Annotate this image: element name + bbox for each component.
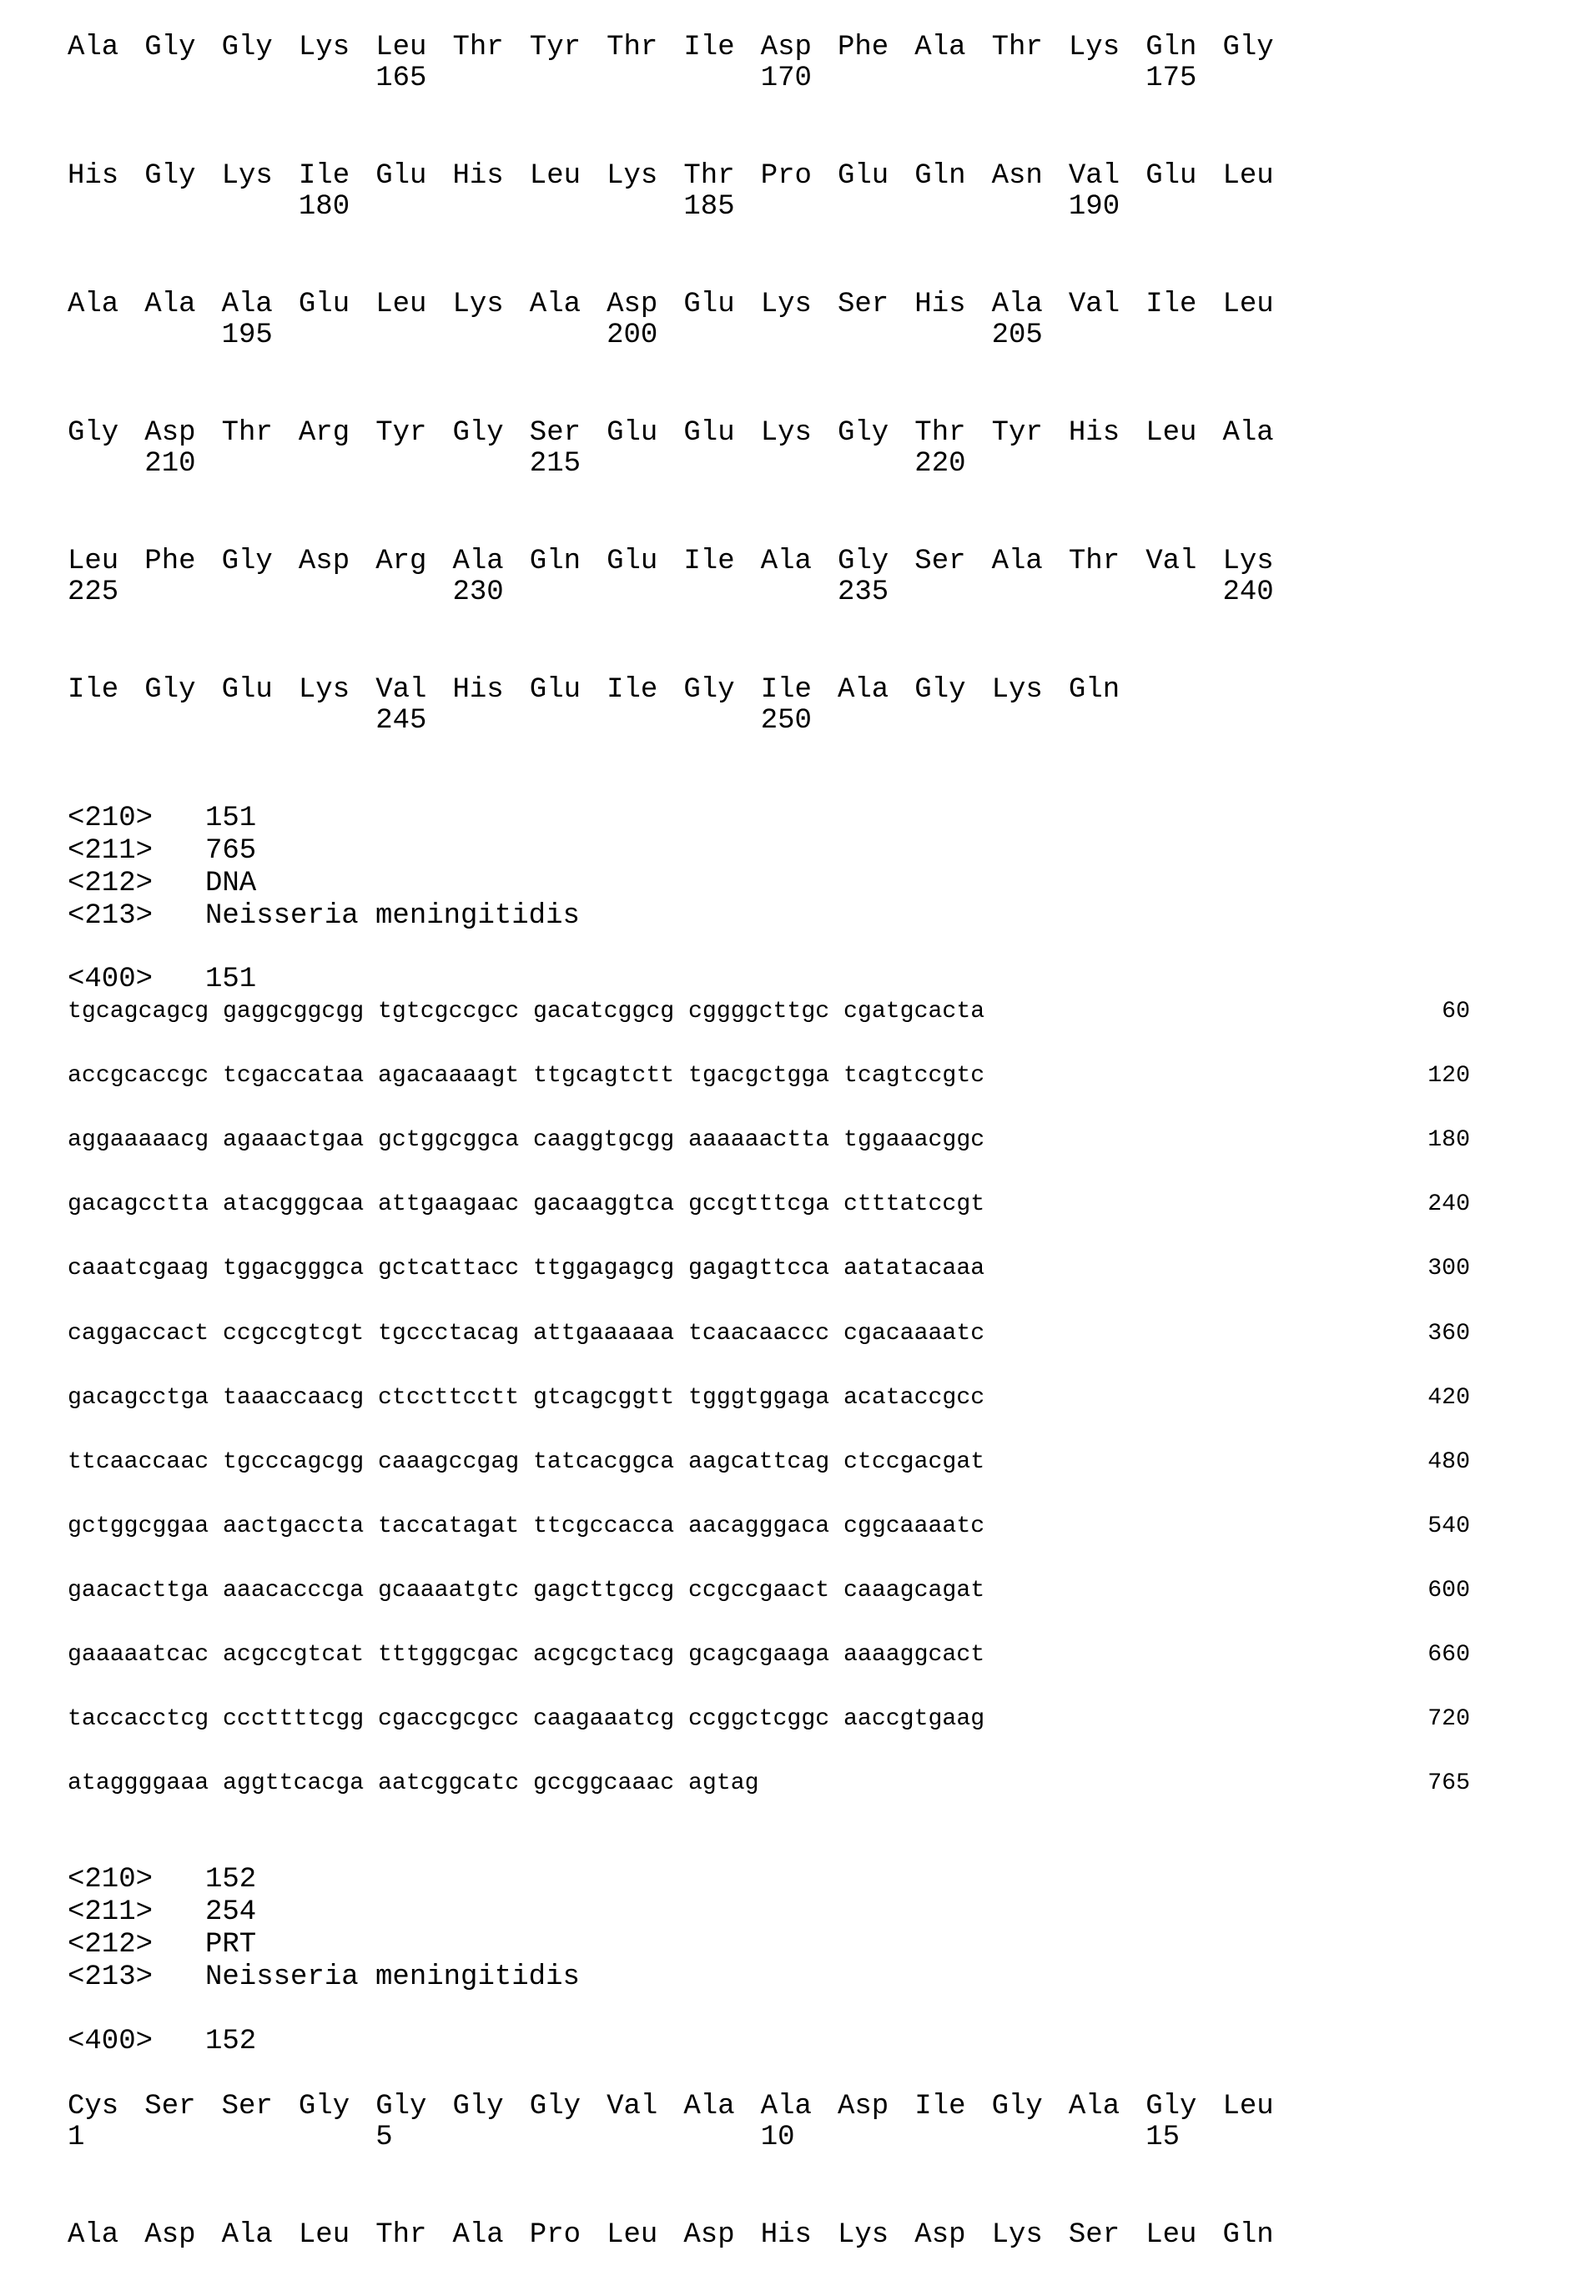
sequence-tag: <400> <box>68 2027 153 2056</box>
header-value: Neisseria meningitidis <box>205 902 580 930</box>
residue: His <box>68 162 118 190</box>
residue-number: 5 <box>375 2123 392 2152</box>
dna-group: atacgggcaa <box>223 1193 364 1216</box>
dna-group: accgcaccgc <box>68 1065 209 1088</box>
residue: Val <box>375 676 426 704</box>
residue: Leu <box>299 2221 350 2249</box>
residue: Ala <box>222 290 273 319</box>
residue: Ile <box>607 676 657 704</box>
residue: Ile <box>914 2092 965 2121</box>
residue: Ser <box>1069 2221 1120 2249</box>
residue: Thr <box>683 162 734 190</box>
header-value: 254 <box>205 1898 256 1926</box>
residue: Val <box>1069 162 1120 190</box>
header-tag: <212> <box>68 869 153 898</box>
residue: Gly <box>144 33 195 62</box>
residue-number: 225 <box>68 578 118 607</box>
dna-group: cgacaaaatc <box>843 1322 984 1346</box>
residue: Ala <box>992 547 1043 576</box>
dna-group: acgcgctacg <box>533 1644 674 1667</box>
dna-group: attgaagaac <box>378 1193 519 1216</box>
dna-group: ccggctcggc <box>688 1708 829 1731</box>
residue: Leu <box>607 2221 657 2249</box>
header-value: 151 <box>205 804 256 833</box>
header-tag: <213> <box>68 902 153 930</box>
residue-number: 205 <box>992 321 1043 350</box>
dna-group: caagaaatcg <box>533 1708 674 1731</box>
dna-group: caggaccact <box>68 1322 209 1346</box>
residue: Ala <box>992 290 1043 319</box>
residue: Leu <box>1223 290 1274 319</box>
dna-group: acataccgcc <box>843 1387 984 1410</box>
dna-group: cccttttcgg <box>223 1708 364 1731</box>
residue: Lys <box>838 2221 889 2249</box>
residue: Thr <box>453 33 504 62</box>
residue: Gln <box>914 162 965 190</box>
residue-number: 240 <box>1223 578 1274 607</box>
dna-group: aaaaggcact <box>843 1644 984 1667</box>
dna-group: cgaccgcgcc <box>378 1708 519 1731</box>
residue: Pro <box>530 2221 581 2249</box>
position-number: 720 <box>1427 1708 1470 1731</box>
dna-group: taaaccaacg <box>223 1387 364 1410</box>
residue: Asp <box>144 419 195 447</box>
residue: Glu <box>1145 162 1196 190</box>
residue-number: 195 <box>222 321 273 350</box>
position-number: 660 <box>1427 1644 1470 1667</box>
dna-group: aatatacaaa <box>843 1257 984 1281</box>
dna-group: tgtcgccgcc <box>378 1000 519 1024</box>
position-number: 360 <box>1427 1322 1470 1346</box>
residue: Glu <box>683 290 734 319</box>
residue: Ala <box>683 2092 734 2121</box>
residue: Thr <box>992 33 1043 62</box>
residue: Gly <box>838 547 889 576</box>
residue: Ile <box>299 162 350 190</box>
residue: Thr <box>607 33 657 62</box>
dna-group: gctcattacc <box>378 1257 519 1281</box>
residue: Tyr <box>992 419 1043 447</box>
residue: Glu <box>530 676 581 704</box>
dna-group: acgccgtcat <box>223 1644 364 1667</box>
residue: His <box>453 162 504 190</box>
residue: Ala <box>68 2221 118 2249</box>
dna-group: gagcttgccg <box>533 1579 674 1603</box>
position-number: 180 <box>1427 1129 1470 1152</box>
dna-group: tgccctacag <box>378 1322 519 1346</box>
dna-group: agacaaaagt <box>378 1065 519 1088</box>
residue: Ser <box>530 419 581 447</box>
position-number: 765 <box>1427 1772 1470 1795</box>
residue: Ile <box>1145 290 1196 319</box>
residue: Lys <box>1069 33 1120 62</box>
residue-number: 165 <box>375 64 426 93</box>
residue: Asp <box>914 2221 965 2249</box>
residue: Lys <box>299 676 350 704</box>
residue-number: 230 <box>453 578 504 607</box>
residue: Thr <box>1069 547 1120 576</box>
residue: Arg <box>375 547 426 576</box>
position-number: 60 <box>1442 1000 1470 1024</box>
sequence-tag: <400> <box>68 965 153 994</box>
residue-number: 250 <box>761 707 812 735</box>
residue: His <box>453 676 504 704</box>
dna-group: cggggcttgc <box>688 1000 829 1024</box>
residue: Ser <box>222 2092 273 2121</box>
dna-group: gctggcggaa <box>68 1515 209 1538</box>
dna-group: gaaaaatcac <box>68 1644 209 1667</box>
dna-group: tggaaacggc <box>843 1129 984 1152</box>
position-number: 300 <box>1427 1257 1470 1281</box>
residue: Ala <box>1069 2092 1120 2121</box>
dna-group: aagcattcag <box>688 1451 829 1474</box>
residue: Ala <box>530 290 581 319</box>
residue: Asp <box>761 33 812 62</box>
residue-number: 170 <box>761 64 812 93</box>
residue: Glu <box>683 419 734 447</box>
residue: Thr <box>222 419 273 447</box>
dna-group: caaagcagat <box>843 1579 984 1603</box>
dna-group: gacatcggcg <box>533 1000 674 1024</box>
residue: Glu <box>607 547 657 576</box>
dna-group: ctccttcctt <box>378 1387 519 1410</box>
header-tag: <211> <box>68 837 153 865</box>
residue: Lys <box>761 290 812 319</box>
residue: Tyr <box>375 419 426 447</box>
residue: Gly <box>453 419 504 447</box>
residue: His <box>1069 419 1120 447</box>
residue: Ala <box>838 676 889 704</box>
dna-group: tcagtccgtc <box>843 1065 984 1088</box>
residue: Ala <box>68 33 118 62</box>
dna-group: cggcaaaatc <box>843 1515 984 1538</box>
residue: Asp <box>683 2221 734 2249</box>
position-number: 420 <box>1427 1387 1470 1410</box>
dna-group: caaatcgaag <box>68 1257 209 1281</box>
dna-group: aaaaaactta <box>688 1129 829 1152</box>
residue-number: 15 <box>1145 2123 1180 2152</box>
residue-number: 185 <box>683 193 734 221</box>
residue: Gln <box>1069 676 1120 704</box>
residue-number: 190 <box>1069 193 1120 221</box>
residue: Ala <box>914 33 965 62</box>
dna-group: gacagcctga <box>68 1387 209 1410</box>
residue: Ala <box>761 2092 812 2121</box>
header-tag: <212> <box>68 1931 153 1959</box>
dna-group: gcaaaatgtc <box>378 1579 519 1603</box>
residue: Asn <box>992 162 1043 190</box>
residue: Ala <box>761 547 812 576</box>
position-number: 120 <box>1427 1065 1470 1088</box>
dna-group: attgaaaaaa <box>533 1322 674 1346</box>
residue: Ser <box>914 547 965 576</box>
residue: Tyr <box>530 33 581 62</box>
residue: Ser <box>144 2092 195 2121</box>
residue: Glu <box>607 419 657 447</box>
residue: Leu <box>1145 2221 1196 2249</box>
residue: Gly <box>838 419 889 447</box>
dna-group: ttggagagcg <box>533 1257 674 1281</box>
residue: Gly <box>222 547 273 576</box>
residue: Gly <box>1145 2092 1196 2121</box>
position-number: 540 <box>1427 1515 1470 1538</box>
dna-group: agtag <box>688 1772 759 1795</box>
residue-number: 235 <box>838 578 889 607</box>
dna-group: tgggtggaga <box>688 1387 829 1410</box>
residue: Gly <box>299 2092 350 2121</box>
residue: Gln <box>1223 2221 1274 2249</box>
dna-group: ttcaaccaac <box>68 1451 209 1474</box>
residue: Gly <box>453 2092 504 2121</box>
position-number: 240 <box>1427 1193 1470 1216</box>
dna-group: tgcccagcgg <box>223 1451 364 1474</box>
header-value: DNA <box>205 869 256 898</box>
dna-group: aggttcacga <box>223 1772 364 1795</box>
residue: Val <box>607 2092 657 2121</box>
dna-group: gtcagcggtt <box>533 1387 674 1410</box>
residue: Leu <box>375 290 426 319</box>
dna-group: aactgaccta <box>223 1515 364 1538</box>
residue: Cys <box>68 2092 118 2121</box>
residue: Thr <box>375 2221 426 2249</box>
residue: Pro <box>761 162 812 190</box>
residue: Gln <box>530 547 581 576</box>
residue: Glu <box>299 290 350 319</box>
residue-number: 210 <box>144 450 195 478</box>
residue: Leu <box>1223 2092 1274 2121</box>
residue-number: 1 <box>68 2123 84 2152</box>
residue: Val <box>1069 290 1120 319</box>
dna-group: aacagggaca <box>688 1515 829 1538</box>
residue: Lys <box>299 33 350 62</box>
dna-group: ctccgacgat <box>843 1451 984 1474</box>
residue: Lys <box>992 676 1043 704</box>
residue: Gly <box>530 2092 581 2121</box>
residue: Glu <box>222 676 273 704</box>
residue: Gly <box>1223 33 1274 62</box>
position-number: 600 <box>1427 1579 1470 1603</box>
residue-number: 10 <box>761 2123 795 2152</box>
residue: Arg <box>299 419 350 447</box>
residue: Val <box>1145 547 1196 576</box>
residue: Asp <box>838 2092 889 2121</box>
header-value: 765 <box>205 837 256 865</box>
residue-number: 200 <box>607 321 657 350</box>
residue: Lys <box>761 419 812 447</box>
dna-group: tcaacaaccc <box>688 1322 829 1346</box>
residue: His <box>914 290 965 319</box>
residue: Ala <box>222 2221 273 2249</box>
dna-group: agaaactgaa <box>223 1129 364 1152</box>
residue: Lys <box>453 290 504 319</box>
dna-group: tgacgctgga <box>688 1065 829 1088</box>
header-tag: <210> <box>68 804 153 833</box>
residue: Ser <box>838 290 889 319</box>
dna-group: tggacgggca <box>223 1257 364 1281</box>
dna-group: ttgcagtctt <box>533 1065 674 1088</box>
dna-group: taccatagat <box>378 1515 519 1538</box>
residue: Lys <box>222 162 273 190</box>
residue: Ala <box>144 290 195 319</box>
residue: Thr <box>914 419 965 447</box>
residue-number: 245 <box>375 707 426 735</box>
residue: His <box>761 2221 812 2249</box>
residue: Gly <box>375 2092 426 2121</box>
residue: Asp <box>299 547 350 576</box>
header-value: Neisseria meningitidis <box>205 1963 580 1991</box>
dna-group: tgcagcagcg <box>68 1000 209 1024</box>
dna-group: ccgccgtcgt <box>223 1322 364 1346</box>
dna-group: aggaaaaacg <box>68 1129 209 1152</box>
residue: Gly <box>683 676 734 704</box>
residue: Lys <box>607 162 657 190</box>
residue: Leu <box>68 547 118 576</box>
residue: Ile <box>683 547 734 576</box>
position-number: 480 <box>1427 1451 1470 1474</box>
sequence-id: 152 <box>205 2027 256 2056</box>
residue: Ala <box>1223 419 1274 447</box>
residue-number: 220 <box>914 450 965 478</box>
residue-number: 175 <box>1145 64 1196 93</box>
dna-group: tttgggcgac <box>378 1644 519 1667</box>
residue-number: 180 <box>299 193 350 221</box>
sequence-id: 151 <box>205 965 256 994</box>
dna-group: cgatgcacta <box>843 1000 984 1024</box>
dna-group: ctttatccgt <box>843 1193 984 1216</box>
residue: Leu <box>1223 162 1274 190</box>
residue: Gln <box>1145 33 1196 62</box>
dna-group: aaacacccga <box>223 1579 364 1603</box>
dna-group: caaagccgag <box>378 1451 519 1474</box>
residue: Gly <box>222 33 273 62</box>
residue: Gly <box>914 676 965 704</box>
residue: Glu <box>838 162 889 190</box>
dna-group: gccggcaaac <box>533 1772 674 1795</box>
dna-group: ccgccgaact <box>688 1579 829 1603</box>
dna-group: gctggcggca <box>378 1129 519 1152</box>
dna-group: taccacctcg <box>68 1708 209 1731</box>
dna-group: caaggtgcgg <box>533 1129 674 1152</box>
dna-group: gaggcggcgg <box>223 1000 364 1024</box>
dna-group: gccgtttcga <box>688 1193 829 1216</box>
header-value: 152 <box>205 1866 256 1894</box>
residue: Phe <box>838 33 889 62</box>
residue: Ile <box>68 676 118 704</box>
residue: Leu <box>1145 419 1196 447</box>
header-tag: <210> <box>68 1866 153 1894</box>
header-value: PRT <box>205 1931 256 1959</box>
residue: Asp <box>144 2221 195 2249</box>
header-tag: <211> <box>68 1898 153 1926</box>
residue: Ala <box>453 547 504 576</box>
dna-group: gcagcgaaga <box>688 1644 829 1667</box>
dna-group: gacagcctta <box>68 1193 209 1216</box>
dna-group: tcgaccataa <box>223 1065 364 1088</box>
residue: Gly <box>144 162 195 190</box>
residue: Ile <box>683 33 734 62</box>
residue: Phe <box>144 547 195 576</box>
dna-group: ataggggaaa <box>68 1772 209 1795</box>
residue: Gly <box>68 419 118 447</box>
header-tag: <213> <box>68 1963 153 1991</box>
residue: Gly <box>992 2092 1043 2121</box>
residue: Glu <box>375 162 426 190</box>
residue: Ala <box>68 290 118 319</box>
residue: Lys <box>992 2221 1043 2249</box>
residue: Leu <box>375 33 426 62</box>
residue: Gly <box>144 676 195 704</box>
residue: Lys <box>1223 547 1274 576</box>
dna-group: gaacacttga <box>68 1579 209 1603</box>
residue: Asp <box>607 290 657 319</box>
dna-group: gacaaggtca <box>533 1193 674 1216</box>
residue-number: 215 <box>530 450 581 478</box>
residue: Ile <box>761 676 812 704</box>
residue: Leu <box>530 162 581 190</box>
dna-group: gagagttcca <box>688 1257 829 1281</box>
dna-group: aaccgtgaag <box>843 1708 984 1731</box>
dna-group: aatcggcatc <box>378 1772 519 1795</box>
dna-group: ttcgccacca <box>533 1515 674 1538</box>
dna-group: tatcacggca <box>533 1451 674 1474</box>
residue: Ala <box>453 2221 504 2249</box>
